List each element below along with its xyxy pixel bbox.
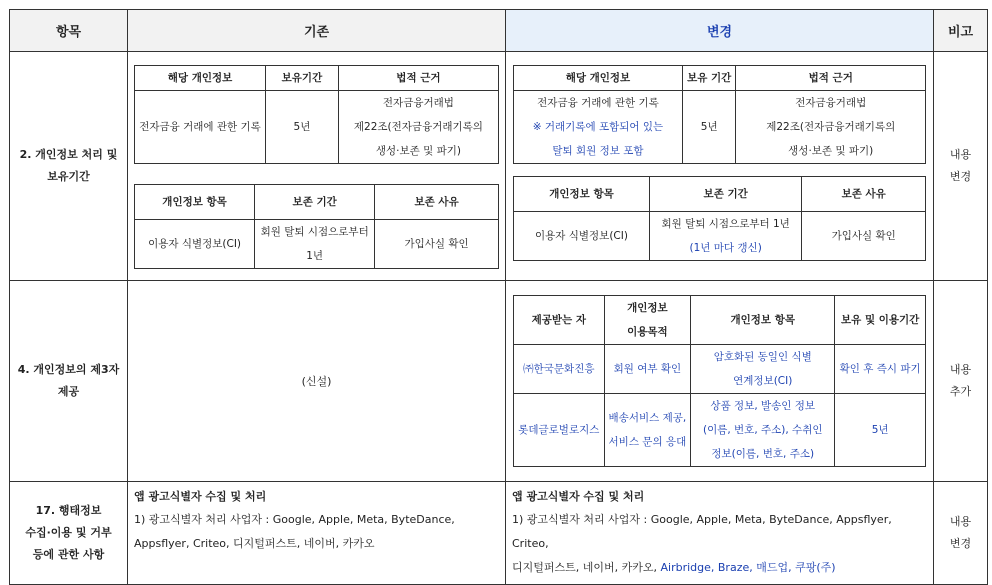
table-cell: 가입사실 확인 [375,220,499,269]
col-header: 보유 기간 [682,66,736,91]
table-cell [255,220,375,269]
note-line: 내용 [949,363,972,376]
section-title: 앱 광고식별자 수집 및 처리 [512,490,645,503]
cell-line: 제22조(전자금융거래기록의 [766,121,896,133]
table-cell: 가입사실 확인 [802,212,926,261]
after-retention-table [513,176,926,261]
table-cell: ㈜한국문화진흥 [514,345,605,394]
row-label-line: 수집·이용 및 거부 [25,526,112,539]
cell-line: 1년 [306,250,324,262]
table-cell: 이용자 식별정보(CI) [135,220,255,269]
col-header: 보존 사유 [802,177,926,212]
added-text: Airbridge, Braze, 매드업, 쿠팡(주) [660,561,836,574]
cell-line: 서비스 문의 응대 [608,436,687,448]
row-label [10,52,128,281]
table-cell [649,212,801,261]
third-party-table [513,295,926,467]
cell-line: 전자금융거래법 [795,97,867,109]
added-text: (1년 마다 갱신) [689,242,762,254]
note-line: 내용 [949,148,972,161]
table-cell [691,394,835,467]
text-plain: 디지털퍼스트, 네이버, 카카오, [512,561,661,574]
added-text: 탈퇴 회원 정보 포함 [552,145,644,157]
row-label-line: 17. 행태정보 [35,504,102,517]
row-label-line: 제공 [57,385,80,398]
before-cell [128,52,506,281]
table-cell: 전자금융 거래에 관한 기록 [135,91,266,164]
table-row [514,345,926,394]
row-label [10,482,128,585]
row-label-line: 등에 관한 사항 [32,548,105,561]
text-line: Appsflyer, Criteo, 디지털퍼스트, 네이버, 카카오 [134,537,375,550]
header-before: 기존 [128,10,506,52]
table-cell [604,394,691,467]
col-header: 해당 개인정보 [514,66,683,91]
header-line: 이용목적 [627,326,668,338]
header-after: 변경 [506,10,934,52]
table-cell [691,345,835,394]
table-cell: 5년 [682,91,736,164]
row-behavioral-info [10,482,988,585]
col-header: 개인정보 항목 [691,296,835,345]
text-line [512,556,927,580]
privacy-policy-comparison-table [9,9,988,585]
before-cell: (신설) [128,281,506,482]
after-cell [506,281,934,482]
cell-line: 전자금융거래법 [382,97,454,109]
col-header: 보존 기간 [649,177,801,212]
header-row [10,10,988,52]
header-line: 개인정보 [627,302,668,314]
cell-line: 연계정보(CI) [733,375,793,387]
text-line: 1) 광고식별자 처리 사업자 : Google, Apple, Meta, ByteDance, Appsflyer, Criteo, [512,513,892,550]
note-cell [934,52,988,281]
cell-line: 회원 탈퇴 시점으로부터 [260,226,369,238]
cell-line: (이름, 번호, 주소), 수취인 [702,424,823,436]
col-header: 제공받는 자 [514,296,605,345]
added-text: ※ 거래기록에 포함되어 있는 [532,121,664,133]
table-cell [338,91,498,164]
note-line: 내용 [949,515,972,528]
table-row [514,394,926,467]
cell-line: 회원 탈퇴 시점으로부터 1년 [661,218,790,230]
col-header: 개인정보 항목 [514,177,650,212]
col-header: 법적 근거 [736,66,926,91]
after-cell [506,482,934,585]
col-header [604,296,691,345]
col-header: 법적 근거 [338,66,498,91]
table-cell: 회원 여부 확인 [604,345,691,394]
cell-line: 생성·보존 및 파기) [788,145,874,157]
table-cell: 이용자 식별정보(CI) [514,212,650,261]
header-note: 비고 [934,10,988,52]
note-cell [934,281,988,482]
table-cell [736,91,926,164]
row-label-line: 보유기간 [47,170,90,183]
col-header: 보존 사유 [375,185,499,220]
cell-line: 생성·보존 및 파기) [375,145,461,157]
col-header: 보유 및 이용기간 [835,296,926,345]
cell-line: 정보(이름, 번호, 주소) [711,448,815,460]
section-title: 앱 광고식별자 수집 및 처리 [134,490,267,503]
row-label-line: 4. 개인정보의 제3자 [17,363,120,376]
table-cell: 5년 [835,394,926,467]
cell-line: 전자금융 거래에 관한 기록 [537,97,659,109]
header-item: 항목 [10,10,128,52]
cell-line: 배송서비스 제공, [608,412,687,424]
row-retention-period [10,52,988,281]
before-cell [128,482,506,585]
table-cell: 5년 [266,91,339,164]
col-header: 보존 기간 [255,185,375,220]
note-line: 추가 [949,385,972,398]
after-cell [506,52,934,281]
cell-line: 암호화된 동일인 식별 [713,351,812,363]
note-line: 변경 [949,170,972,183]
note-cell [934,482,988,585]
after-legal-table [513,65,926,164]
note-line: 변경 [949,537,972,550]
cell-line: 상품 정보, 발송인 정보 [710,400,816,412]
col-header: 보유기간 [266,66,339,91]
table-cell: 확인 후 즉시 파기 [835,345,926,394]
table-cell: 롯데글로벌로지스 [514,394,605,467]
row-label [10,281,128,482]
before-legal-table [134,65,499,164]
col-header: 개인정보 항목 [135,185,255,220]
cell-line: 제22조(전자금융거래기록의 [353,121,483,133]
row-third-party [10,281,988,482]
before-retention-table [134,184,499,269]
row-label-line: 2. 개인정보 처리 및 [19,148,118,161]
col-header: 해당 개인정보 [135,66,266,91]
text-line: 1) 광고식별자 처리 사업자 : Google, Apple, Meta, ByteDance, [134,513,455,526]
table-cell [514,91,683,164]
